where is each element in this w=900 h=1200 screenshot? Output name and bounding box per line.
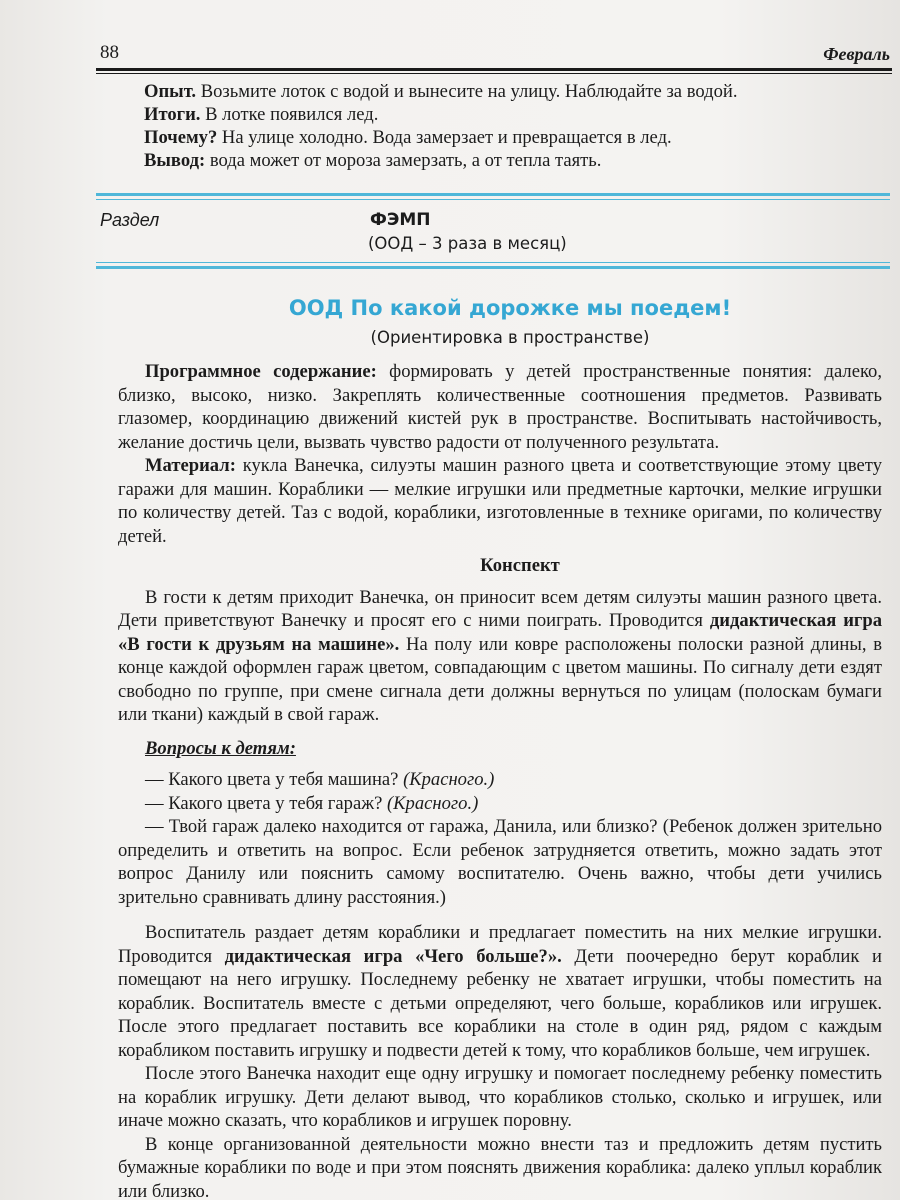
section-title: ФЭМП (370, 210, 431, 230)
experiment-line (144, 149, 880, 172)
lesson-body (118, 360, 882, 1200)
material-paragraph (118, 454, 882, 548)
material-label: Материал: (145, 455, 236, 476)
experiment-line (144, 103, 880, 126)
lesson-subtitle: (Ориентировка в пространстве) (370, 328, 650, 347)
program-label: Программное содержание: (145, 361, 377, 382)
section-heading-row (98, 206, 880, 260)
section-subtitle: (ООД – 3 раза в месяц) (368, 234, 567, 253)
experiment-line (144, 126, 880, 149)
itogi-text: В лотке появился лед. (200, 104, 379, 125)
section-rule-bottom (96, 266, 890, 269)
experiment-block (144, 80, 880, 172)
questions-heading: Вопросы к детям: (145, 737, 296, 759)
opyt-label: Опыт. (144, 81, 197, 102)
question-answer: (Красного.) (403, 769, 495, 790)
question-line (118, 768, 882, 792)
page-header (96, 38, 892, 70)
question-text: — Какого цвета у тебя машина? (145, 769, 404, 790)
experiment-line (144, 80, 880, 103)
section-rule-top-thin (96, 199, 890, 200)
p1-text-b: На полу или ковре расположены полоски разной длины, в конце каждой оформлен гараж цветом, совпадающим с цветом машины. По сигналу дети ездят свободно по группе, при смене сигнала дети должны вернуться по улицам (полоскам бумаги или ткани) каждый в свой гараж. (118, 633, 882, 725)
section-rule-top (96, 193, 890, 196)
section-rule-bottom-thin (96, 262, 890, 263)
page-number: 88 (100, 42, 119, 63)
question-text: — Какого цвета у тебя гараж? (145, 792, 387, 814)
question-line (118, 792, 882, 816)
p1-game-title: дидактическая игра «В гости к друзьям на машине». (118, 610, 882, 655)
p2-text-b: Дети поочередно берут кораблик и помещают на него игрушку. Последнему ребенку не хватает игрушки, чтобы поместить на кораблик. Воспитатель вместе с детьми определяют, чего больше, корабликов или игрушек. После этого предлагает поставить все кораблики на столе в один ряд, рядом с каждым корабликом поставить игрушку и подвести детей к тому, что корабликов больше, чем игрушек. (118, 945, 883, 1061)
vyvod-text: вода может от мороза замерзать, а от тепла таять. (205, 150, 602, 171)
vyvod-label: Вывод: (144, 150, 206, 171)
itogi-label: Итоги. (144, 104, 201, 125)
konspekt-paragraph: В конце организованной деятельности можно внести таз и предложить детям пустить бумажные кораблики по воде и при этом пояснять движения кораблика: далеко уплыл кораблик или близко. (118, 1133, 882, 1200)
running-head-month: Февраль (823, 44, 890, 64)
p2-text-a: Воспитатель раздает детям кораблики и предлагает поместить на них мелкие игрушки. Проводится (118, 922, 882, 967)
program-text: формировать у детей пространственные понятия: далеко, близко, высоко, низко. Закреплять количественные соотношения предметов. Развивать глазомер, координацию движений кистей рук в пространстве. Воспитывать настойчивость, желание достичь цели, вызвать чувство радости от полученного результата. (118, 361, 882, 453)
pochemu-text: На улице холодно. Вода замерзает и превращается в лед. (217, 127, 672, 148)
konspekt-paragraph (118, 586, 882, 727)
material-text: кукла Ванечка, силуэты машин разного цвета и соответствующие этому цвету гаражи для машин. Кораблики — мелкие игрушки или предметные карточки, мелкие игрушки по количеству детей. Таз с водой, кораблики, изготовленные в технике оригами, по количеству детей. (118, 455, 882, 547)
header-rule-thick (96, 68, 892, 71)
question-answer: (Красного.) (386, 792, 479, 814)
p2-game-title: дидактическая игра «Чего больше?». (224, 945, 562, 967)
p1-text-a: В гости к детям приходит Ванечка, он приносит всем детям силуэты машин разного цвета. Дети приветствуют Ванечку и просят его с ними поиграть. Проводится (118, 586, 882, 631)
lesson-title: ООД По какой дорожке мы поедем! (288, 296, 732, 320)
konspekt-paragraph: После этого Ванечка находит еще одну игрушку и помогает последнему ребенку поместить на кораблик игрушку. Дети делают вывод, что корабликов столько, сколько и игрушек, или иначе можно сказать, что корабликов и игрушек поровну. (118, 1063, 882, 1131)
razdel-label: Раздел (100, 210, 160, 230)
opyt-text: Возьмите лоток с водой и вынесите на улицу. Наблюдайте за водой. (196, 81, 738, 102)
program-paragraph (118, 360, 882, 454)
header-rule-thin (96, 73, 892, 74)
question-line: — Твой гараж далеко находится от гаража, Данила, или близко? (Ребенок должен зрительно определить и ответить на вопрос. Если ребенок затрудняется ответить, можно задать этот вопрос Данилу или пояснить самому воспитателю. Очень важно, чтобы дети учились зрительно сравнивать длину расстояния.) (118, 816, 882, 908)
konspekt-heading: Конспект (480, 555, 560, 576)
pochemu-label: Почему? (144, 127, 218, 148)
konspekt-paragraph (118, 921, 882, 1062)
